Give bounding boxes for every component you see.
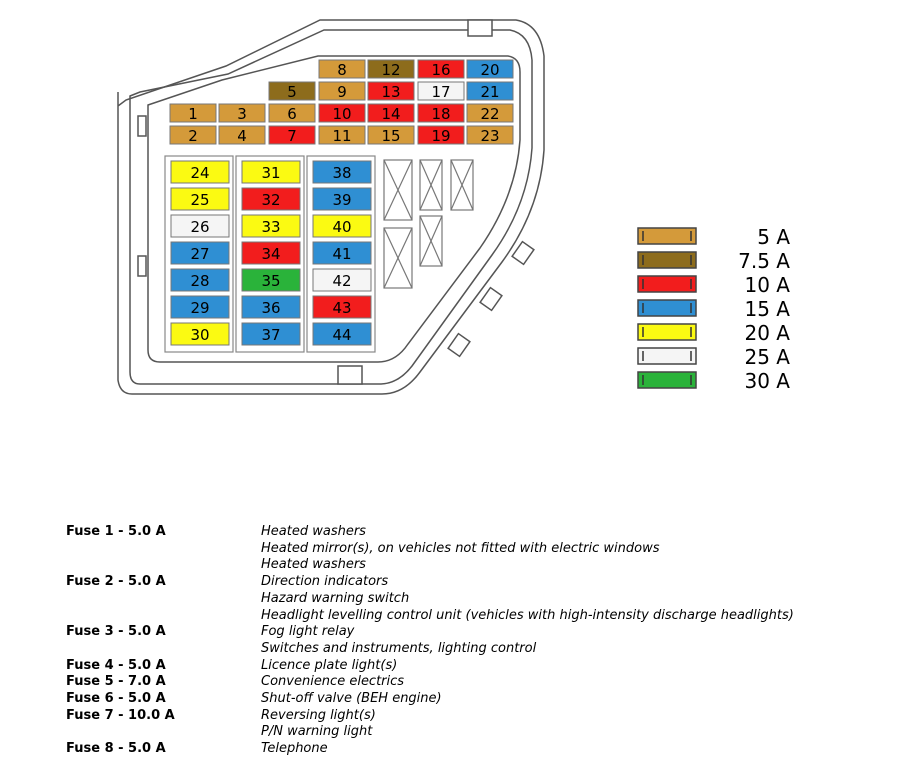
fuse-number: 10 [332, 105, 352, 123]
fuse-number: 28 [190, 272, 210, 290]
legend-item [638, 249, 790, 273]
fuse-41 [313, 242, 371, 264]
fuse-number: 27 [190, 245, 210, 263]
fuse-39 [313, 188, 371, 210]
fuse-23 [467, 126, 513, 145]
fuse-27 [171, 242, 229, 264]
fuse-description: Heated mirror(s), on vehicles not fitted with electric windows [261, 540, 660, 556]
fuse-number: 30 [190, 326, 210, 344]
fuse-29 [171, 296, 229, 318]
fuse-name [66, 541, 261, 558]
fuse-number: 33 [261, 218, 281, 236]
fuse-number: 35 [261, 272, 281, 290]
fuse-1 [170, 104, 216, 123]
legend-item [638, 345, 790, 369]
legend-label: 7.5 A [738, 249, 790, 273]
fuse-32 [242, 188, 300, 210]
fuse-number: 24 [190, 164, 210, 182]
fuse-description: Switches and instruments, lighting control [261, 640, 537, 656]
fuse-number: 34 [261, 245, 281, 263]
legend-item [638, 225, 790, 249]
fuse-number: 16 [431, 61, 451, 79]
legend-label: 30 A [744, 369, 790, 393]
fuse-number: 15 [381, 127, 401, 145]
fuse-assignment-table [66, 524, 794, 758]
fuse-number: 23 [480, 127, 500, 145]
table-row [66, 591, 794, 608]
fuse-14 [368, 104, 414, 123]
table-row [66, 741, 794, 758]
fuse-6 [269, 104, 315, 123]
fuse-2 [170, 126, 216, 145]
fuse-28 [171, 269, 229, 291]
fuse-number: 42 [332, 272, 352, 290]
legend-swatch [638, 300, 696, 316]
legend-swatch [638, 372, 696, 388]
legend-label: 10 A [744, 273, 790, 297]
fuse-name [66, 608, 261, 625]
fuse-number: 3 [237, 105, 247, 123]
fuse-20 [467, 60, 513, 79]
fuse-number: 37 [261, 326, 281, 344]
legend-label: 25 A [744, 345, 790, 369]
fuse-22 [467, 104, 513, 123]
fuse-44 [313, 323, 371, 345]
fuse-description: Heated washers [261, 524, 366, 539]
fuse-name: Fuse 7 - 10.0 A [66, 707, 175, 723]
legend-swatch [638, 252, 696, 268]
fuse-number: 12 [381, 61, 401, 79]
fuse-43 [313, 296, 371, 318]
table-row [66, 641, 794, 658]
fuse-number: 25 [190, 191, 210, 209]
fuse-name [66, 557, 261, 574]
fuse-number: 22 [480, 105, 500, 123]
fuse-25 [171, 188, 229, 210]
fuse-16 [418, 60, 464, 79]
relay-slots [384, 160, 473, 288]
fuse-number: 2 [188, 127, 198, 145]
legend-swatch [638, 228, 696, 244]
legend-swatch [638, 276, 696, 292]
fuse-number: 14 [381, 105, 401, 123]
fuse-number: 4 [237, 127, 247, 145]
table-row [66, 674, 794, 691]
fuse-number: 8 [337, 61, 347, 79]
fuse-number: 19 [431, 127, 451, 145]
amperage-legend [638, 225, 790, 393]
fuse-7 [269, 126, 315, 145]
fuse-18 [418, 104, 464, 123]
fuse-42 [313, 269, 371, 291]
legend-label: 15 A [744, 297, 790, 321]
fuse-description: Fog light relay [261, 624, 355, 640]
fuse-35 [242, 269, 300, 291]
fuse-37 [242, 323, 300, 345]
legend-label: 5 A [757, 225, 790, 249]
fuse-description: Convenience electrics [261, 674, 405, 690]
fuse-description: Direction indicators [261, 574, 389, 590]
fuse-number: 5 [287, 83, 297, 101]
table-row [66, 541, 794, 558]
fuse-number: 31 [261, 164, 281, 182]
fuse-number: 40 [332, 218, 352, 236]
fuse-number: 9 [337, 83, 347, 101]
fuse-38 [313, 161, 371, 183]
fuse-description: Hazard warning switch [261, 590, 410, 606]
fuse-12 [368, 60, 414, 79]
legend-swatch [638, 324, 696, 340]
legend-label: 20 A [744, 321, 790, 345]
fuse-number: 38 [332, 164, 352, 182]
fuse-number: 18 [431, 105, 451, 123]
fuse-9 [319, 82, 365, 101]
fuse-number: 11 [332, 127, 352, 145]
table-row [66, 574, 794, 591]
legend-item [638, 273, 790, 297]
fuse-number: 21 [480, 83, 500, 101]
fuse-name: Fuse 3 - 5.0 A [66, 624, 166, 640]
table-row [66, 557, 794, 574]
fuse-description: Telephone [261, 741, 328, 757]
fuse-number: 20 [480, 61, 500, 79]
fuse-number: 7 [287, 127, 297, 145]
fuse-number: 13 [381, 83, 401, 101]
legend-swatch [638, 348, 696, 364]
fuse-13 [368, 82, 414, 101]
legend-item [638, 297, 790, 321]
table-row [66, 608, 794, 625]
table-row [66, 691, 794, 708]
fuse-name [66, 641, 261, 658]
fuse-4 [219, 126, 265, 145]
table-row [66, 708, 794, 725]
fuse-8 [319, 60, 365, 79]
fuse-21 [467, 82, 513, 101]
fuse-15 [368, 126, 414, 145]
fuse-11 [319, 126, 365, 145]
fuse-name: Fuse 5 - 7.0 A [66, 674, 166, 690]
fuse-name: Fuse 2 - 5.0 A [66, 574, 166, 590]
fuse-40 [313, 215, 371, 237]
fuse-24 [171, 161, 229, 183]
fuse-name: Fuse 6 - 5.0 A [66, 691, 166, 707]
fuse-layer [170, 60, 513, 345]
fuse-number: 1 [188, 105, 198, 123]
fuse-description: Licence plate light(s) [261, 657, 398, 673]
fuse-3 [219, 104, 265, 123]
table-row [66, 524, 794, 541]
fuse-number: 44 [332, 326, 352, 344]
fuse-26 [171, 215, 229, 237]
table-row [66, 624, 794, 641]
fuse-number: 39 [332, 191, 352, 209]
fuse-34 [242, 242, 300, 264]
table-row [66, 724, 794, 741]
fuse-name: Fuse 4 - 5.0 A [66, 657, 166, 673]
fuse-number: 36 [261, 299, 281, 317]
fuse-description: P/N warning light [261, 724, 373, 740]
fuse-5 [269, 82, 315, 101]
fuse-36 [242, 296, 300, 318]
fuse-description: Shut-off valve (BEH engine) [261, 691, 442, 707]
fuse-name [66, 591, 261, 608]
fuse-number: 41 [332, 245, 352, 263]
fuse-description: Headlight levelling control unit (vehicles with high-intensity discharge headlights) [261, 607, 794, 623]
fuse-description: Heated washers [261, 557, 366, 573]
fuse-number: 6 [287, 105, 297, 123]
fuse-name: Fuse 8 - 5.0 A [66, 741, 166, 757]
fuse-name: Fuse 1 - 5.0 A [66, 524, 166, 539]
fuse-17 [418, 82, 464, 101]
fuse-31 [242, 161, 300, 183]
fuse-name [66, 724, 261, 741]
fuse-number: 26 [190, 218, 210, 236]
fuse-number: 29 [190, 299, 210, 317]
fuse-description: Reversing light(s) [261, 707, 376, 723]
fuse-number: 43 [332, 299, 352, 317]
fuse-number: 32 [261, 191, 281, 209]
fuse-33 [242, 215, 300, 237]
fuse-number: 17 [431, 83, 451, 101]
fuse-30 [171, 323, 229, 345]
fuse-10 [319, 104, 365, 123]
table-row [66, 658, 794, 675]
legend-item [638, 321, 790, 345]
legend-item [638, 369, 790, 393]
fuse-19 [418, 126, 464, 145]
